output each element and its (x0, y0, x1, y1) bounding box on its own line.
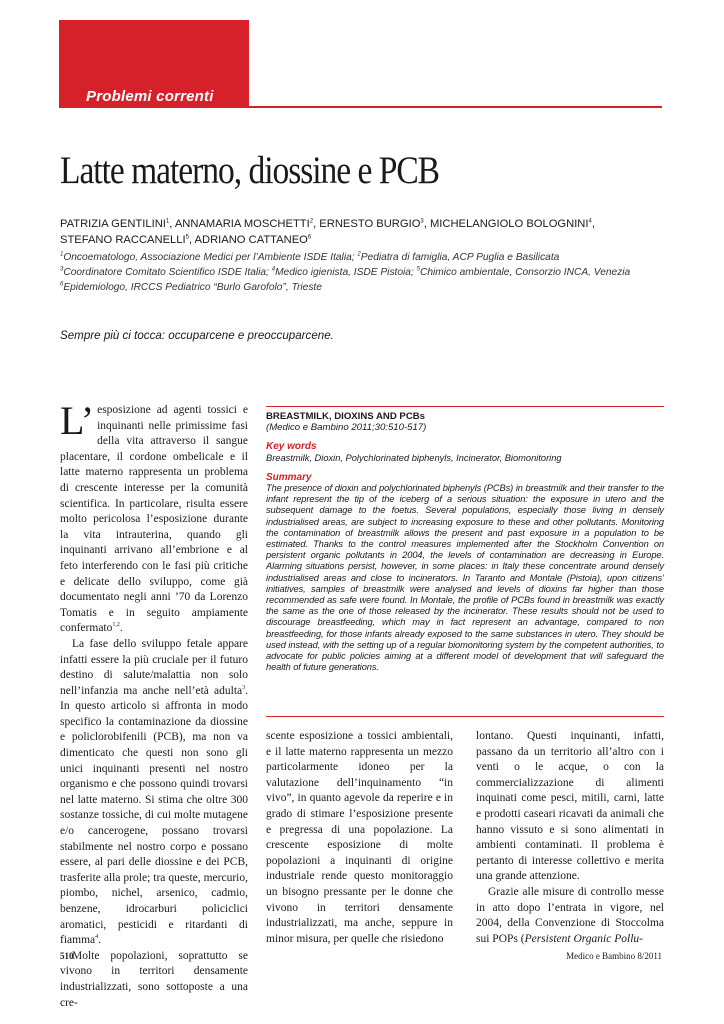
author-name: , MICHELANGIOLO BOLOGNINI (423, 218, 589, 230)
summary-heading: Summary (266, 471, 312, 483)
author-ref: 5 (185, 234, 189, 241)
author-line-1 (60, 216, 680, 232)
citation-ref: 4 (95, 934, 99, 941)
keywords-text: Breastmilk, Dioxin, Polychlorinated biphenyls, Incinerator, Biomonitoring (266, 452, 562, 463)
body-paragraph (60, 637, 248, 949)
summary-text: The presence of dioxin and polychlorinated biphenyls (PCBs) in breastmilk and their transfer to the infant represent the tip of the iceberg of a serious situation: the exposure in utero and the subsequent damage to the foetus. Several populations, especially those living in densely industrialised areas, are subject to increasing exposure to these and other pollutants. Monitoring the contamination of breastmilk allows the present and past exposure in a population to be estimated. Thanks to the control measures implemented after the Stockholm Convention on persistent organic pollutants in 2004, the levels of contamination are decreasing in Europe. Alarming situations persist, however, in some places: in Italy these concentrate around densely industrialised areas and close to incinerators. In Taranto and Montale (Pistoia), upon citizens’ initiatives, samples of breastmilk were analysed and levels of dioxins far higher than those recommended as safe were found. In Montale, the profile of PCBs found in breastmilk was exactly the same as the one of those released by the incinerator. These results should not be used to discourage breastfeeding, which may in fact represent an advantage, compared to non breastfeeding, for those infants already exposed to the same substances in utero. They should be used instead, with the setting up of a regular biomonitoring system by the competent authorities, to advocate for public policies aiming at a different model of development that will safeguard the health of future generations. (266, 483, 664, 673)
article-title: Latte materno, diossine e PCB (60, 149, 440, 192)
abstract-bottom-rule (266, 716, 664, 717)
body-text-italic: Persistent Organic Pollu- (524, 932, 643, 945)
body-text: . (119, 622, 123, 635)
affiliation-ref: 2 (357, 251, 361, 258)
affiliation-ref: 4 (271, 266, 276, 273)
author-ref: 1 (165, 218, 170, 225)
citation-ref: 3 (242, 684, 246, 691)
affiliation-line-1 (60, 250, 680, 265)
affiliation-ref: 3 (60, 266, 64, 273)
abstract-citation: (Medico e Bambino 2011;30:510-517) (266, 422, 427, 434)
affiliations (60, 250, 680, 295)
author-name: , ERNESTO BURGIO (313, 218, 421, 230)
abstract-top-rule (266, 406, 664, 407)
author-separator: , (591, 218, 595, 230)
affiliation-line-3 (60, 280, 680, 295)
epigraph: Sempre più ci tocca: occuparcene e preoccuparcene. (60, 329, 334, 342)
header-rule (249, 106, 662, 108)
body-paragraph: Molte popolazioni, soprattutto se vivono in territori densamente industrializzati, sono sottoposte a una cre- (60, 949, 248, 1009)
page-number: 510 (60, 951, 74, 961)
body-column-2 (266, 729, 453, 947)
author-ref: 4 (588, 218, 592, 225)
body-text: Grazie alle misure di controllo messe in atto dopo l’entrata in vigore, nel 2004, della Convenzione di Stoccolma sui POPs ( (476, 885, 664, 945)
affiliation-ref: 1 (60, 251, 64, 258)
author-name: PATRIZIA GENTILINI (60, 218, 166, 230)
affiliation-line-2 (60, 265, 680, 280)
drop-cap: L’ (60, 398, 95, 443)
body-text: . In questo articolo si affronta in modo specifico la contaminazione da diossine e policlorobifenili (PCB), ma non va dimenticato che questi non sono gli unici inquinanti presenti nel nostro organismo e che possono quindi trovarsi nel latte materno. Si stima che oltre 300 sostanze tossiche, di cui molte mutagene e/o cancerogene, possano trovarsi stabilmente nel nostro corpo e possano essere, al pari delle diossine e dei PCB, trasferite alla prole; tra queste, mercurio, piombo, nichel, arsenico, cadmio, benzene, idrocarburi policiclici aromatici, pesticidi e ritardanti di fiamma (60, 684, 248, 947)
affiliation-text: Epidemiologo, IRCCS Pediatrico “Burlo Garofolo”, Trieste (63, 282, 322, 293)
author-list (60, 216, 680, 248)
section-label: Problemi correnti (86, 88, 214, 105)
keywords-heading: Key words (266, 441, 317, 453)
author-ref: 2 (309, 218, 314, 225)
body-paragraph: scente esposizione a tossici ambientali, e il latte materno rappresenta un mezzo particolarmente idoneo per la valutazione dell’inquinamento “in vivo”, in quanto agevole da reperire e in grado di stimare l’esposizione presente e pregressa di una popolazione. La crescente esposizione di molte popolazioni a inquinanti di origine industriale rende questo monitoraggio un bisogno pressante per le donne che vivono in territori densamente industrializzati, ma anche, seppure in minor misura, per quelle che risiedono (266, 730, 453, 945)
abstract-box (266, 411, 664, 673)
author-ref: 6 (307, 234, 312, 241)
author-ref: 3 (420, 218, 424, 225)
author-name: , ADRIANO CATTANEO (188, 234, 308, 246)
author-line-2 (60, 232, 680, 248)
affiliation-text: Pediatra di famiglia, ACP Puglia e Basilicata (360, 252, 560, 263)
affiliation-ref: 6 (60, 281, 64, 288)
body-paragraph (60, 398, 248, 637)
body-paragraph: lontano. Questi inquinanti, infatti, passano da un territorio all’altro con i venti o le acque, o con la commercializzazione di alimenti inquinati come pesci, mitili, carni, latte e prodotti caseari ricavati da animali che hanno vissuto e si sono alimentati in ambienti contaminati. Il problema è pertanto di interesse collettivo e merita una grande attenzione. (476, 730, 664, 883)
body-column-3 (476, 729, 664, 947)
affiliation-text: Medico igienista, ISDE Pistoia; (275, 267, 417, 278)
body-column-1 (60, 398, 248, 1011)
abstract-title: BREASTMILK, DIOXINS AND PCBs (266, 411, 426, 422)
body-text: La fase dello sviluppo fetale appare infatti essere la più cruciale per il futuro destino di salute/malattia non solo nell’infanzia ma anche nell’età adulta (60, 637, 248, 697)
citation-ref: 1,2 (112, 622, 120, 629)
body-text: . (98, 934, 101, 947)
body-text: esposizione ad agenti tossici e inquinanti nelle primissime fasi della vita attraverso il sangue placentare, il cordone ombelicale e il latte materno rappresenta un problema di crescente interesse per la comunità scientifica. In particolare, risulta essere molto pericolosa l’esposizione durante la vita intrauterina, quando gli inquinanti arrivano all’embrione e al feto interferendo con le fasi più critiche e delicate dello sviluppo, come già documentato negli anni ’70 da Lorenzo Tomatis e in seguito ampiamente confermato (60, 404, 248, 635)
body-paragraph (476, 885, 664, 947)
journal-footer: Medico e Bambino 8/2011 (566, 951, 662, 961)
author-name: STEFANO RACCANELLI (60, 234, 186, 246)
affiliation-text: Oncoematologo, Associazione Medici per l’Ambiente ISDE Italia; (63, 252, 358, 263)
author-name: , ANNAMARIA MOSCHETTI (169, 218, 310, 230)
affiliation-text: Chimico ambientale, Consorzio INCA, Venezia (419, 267, 631, 278)
affiliation-text: Coordinatore Comitato Scientifico ISDE Italia; (63, 267, 272, 278)
affiliation-ref: 5 (416, 266, 420, 273)
